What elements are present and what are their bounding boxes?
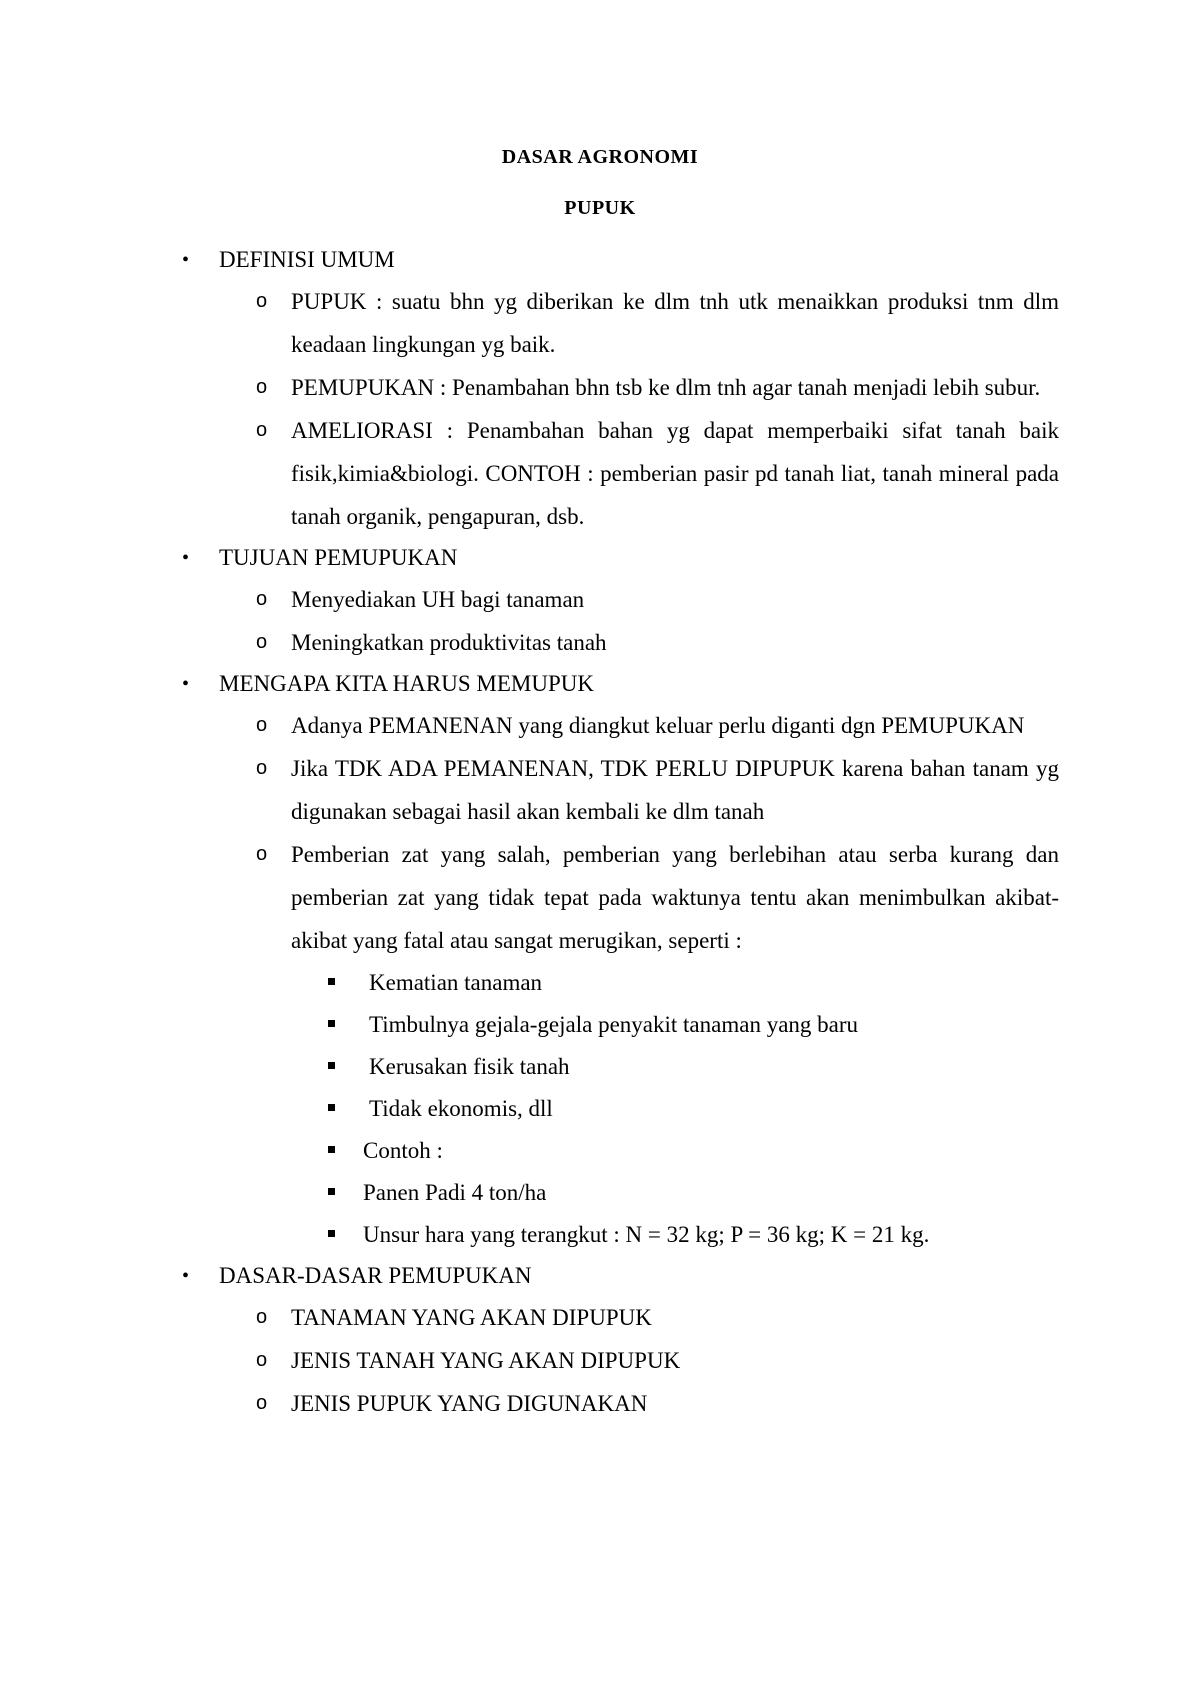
list-item [0, 704, 1200, 747]
sub-list-item [0, 1046, 1200, 1088]
list-item-text: Meningkatkan produktivitas tanah [291, 630, 607, 655]
sub-list-item [0, 1130, 1200, 1172]
list-item-text: Menyediakan UH bagi tanaman [291, 587, 585, 612]
list-item-text: Jika TDK ADA PEMANENAN, TDK PERLU DIPUPUK karena bahan tanam yg digunakan sebagai hasil akan kembali ke dlm tanah [291, 756, 1059, 824]
sub-list-item [0, 1004, 1200, 1046]
list-item [0, 409, 1200, 538]
list-item [0, 1339, 1200, 1382]
list-item-text: JENIS TANAH YANG AKAN DIPUPUK [291, 1348, 681, 1373]
list-item [0, 1382, 1200, 1425]
bullet-square-icon [328, 1188, 335, 1195]
list-item-text: Adanya PEMANENAN yang diangkut keluar perlu diganti dgn PEMUPUKAN [291, 713, 1025, 738]
document-body [0, 240, 1200, 1425]
list-item-text: PUPUK : suatu bhn yg diberikan ke dlm tnh utk menaikkan produksi tnm dlm keadaan lingkungan yg baik. [291, 289, 1059, 357]
sub-list-item [0, 1088, 1200, 1130]
bullet-square-icon [328, 1020, 335, 1027]
sub-list-item-text: Contoh : [363, 1138, 443, 1163]
sub-list-item-text: Unsur hara yang terangkut : N = 32 kg; P = 36 kg; K = 21 kg. [363, 1222, 930, 1247]
sub-list-item [0, 1172, 1200, 1214]
list-item [0, 366, 1200, 409]
list-item-text: JENIS PUPUK YANG DIGUNAKAN [291, 1391, 648, 1416]
bullet-dot-icon: • [182, 249, 190, 271]
sub-list-item [0, 962, 1200, 1004]
bullet-square-icon [328, 1062, 335, 1069]
document-subtitle: PUPUK [564, 197, 636, 219]
sub-list-item-text: Tidak ekonomis, dll [369, 1096, 553, 1121]
bullet-circle-icon: o [256, 290, 268, 312]
bullet-square-icon [328, 1230, 335, 1237]
bullet-square-icon [328, 1146, 335, 1153]
list-item [0, 280, 1200, 366]
section-heading-dasar [0, 1256, 1200, 1296]
sub-list-item-text: Kematian tanaman [369, 970, 543, 995]
list-item-text: AMELIORASI : Penambahan bahan yg dapat memperbaiki sifat tanah baik fisik,kimia&biologi. CONTOH : pemberian pasir pd tanah liat, tanah mineral pada tanah organik, pengapuran, dsb. [291, 418, 1059, 529]
list-item [0, 747, 1200, 833]
sub-list-item [0, 1214, 1200, 1256]
bullet-circle-icon: o [256, 757, 268, 779]
bullet-dot-icon: • [182, 1265, 190, 1287]
bullet-circle-icon: o [256, 1392, 268, 1414]
bullet-dot-icon: • [182, 547, 190, 569]
bullet-square-icon [328, 978, 335, 985]
bullet-circle-icon: o [256, 714, 268, 736]
section-heading-text: TUJUAN PEMUPUKAN [219, 545, 458, 570]
document-title: DASAR AGRONOMI [501, 146, 699, 168]
list-item-text: TANAMAN YANG AKAN DIPUPUK [291, 1305, 652, 1330]
sub-list-item-text: Kerusakan fisik tanah [369, 1054, 570, 1079]
section-heading-definisi [0, 240, 1200, 280]
section-heading-text: DEFINISI UMUM [219, 247, 395, 272]
bullet-circle-icon: o [256, 376, 268, 398]
bullet-circle-icon: o [256, 588, 268, 610]
sub-list-item-text: Panen Padi 4 ton/ha [363, 1180, 547, 1205]
list-item [0, 1296, 1200, 1339]
bullet-circle-icon: o [256, 1349, 268, 1371]
list-item [0, 833, 1200, 962]
bullet-circle-icon: o [256, 631, 268, 653]
bullet-dot-icon: • [182, 673, 190, 695]
list-item-text: Pemberian zat yang salah, pemberian yang berlebihan atau serba kurang dan pemberian zat yang tidak tepat pada waktunya tentu akan menimbulkan akibat-akibat yang fatal atau sangat merugikan, seperti : [291, 842, 1059, 953]
section-heading-mengapa [0, 664, 1200, 704]
section-heading-tujuan [0, 538, 1200, 578]
section-heading-text: MENGAPA KITA HARUS MEMUPUK [219, 671, 594, 696]
list-item-text: PEMUPUKAN : Penambahan bhn tsb ke dlm tnh agar tanah menjadi lebih subur. [291, 375, 1041, 400]
bullet-circle-icon: o [256, 419, 268, 441]
list-item [0, 621, 1200, 664]
bullet-square-icon [328, 1104, 335, 1111]
bullet-circle-icon: o [256, 843, 268, 865]
sub-list-item-text: Timbulnya gejala-gejala penyakit tanaman yang baru [369, 1012, 859, 1037]
section-heading-text: DASAR-DASAR PEMUPUKAN [219, 1263, 532, 1288]
bullet-circle-icon: o [256, 1306, 268, 1328]
list-item [0, 578, 1200, 621]
